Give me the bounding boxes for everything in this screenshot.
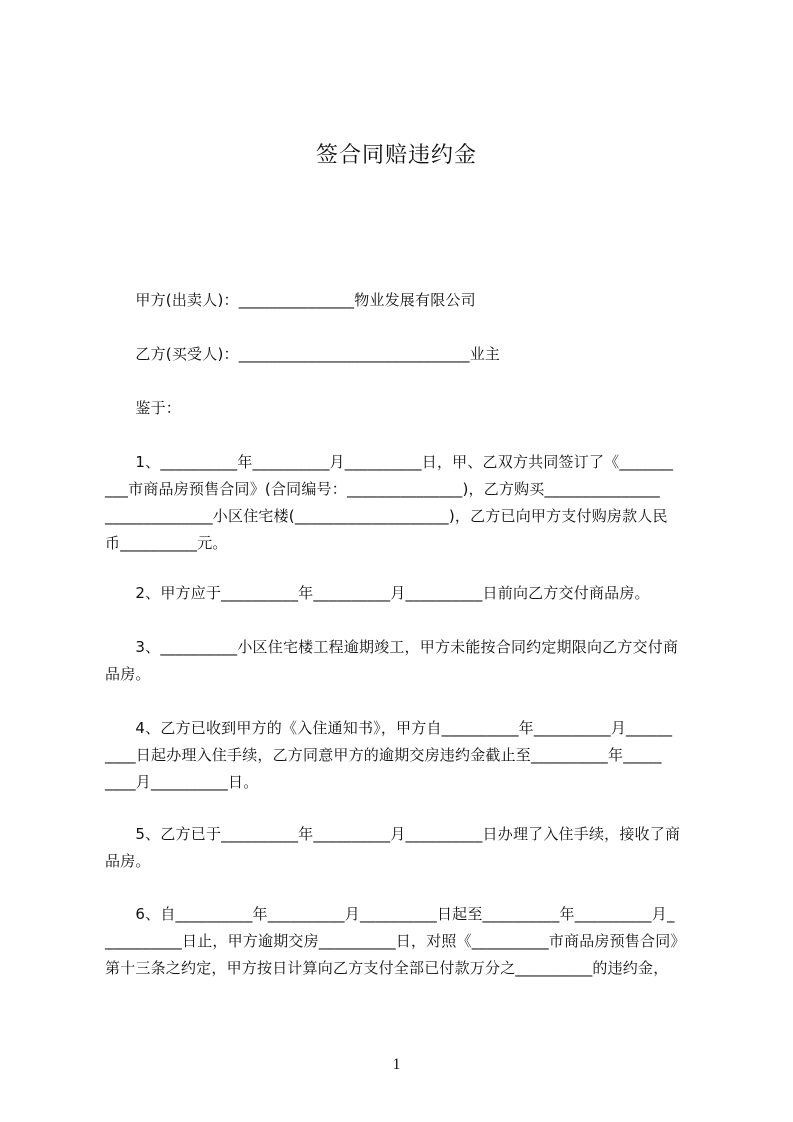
page-number: 1 [392,1056,401,1073]
clause-2-line-1: 2、甲方应于__________年__________月__________日前向乙方交付商品房。 [105,584,650,602]
clause-4-line-2: ____日起办理入住手续，乙方同意甲方的逾期交房违约金截止至__________年_____ [105,746,662,764]
party-a-line: 甲方(出卖人)：_______________物业发展有限公司 [105,291,476,309]
clause-4-line-1: 4、乙方已收到甲方的《入住通知书》，甲方自__________年__________月______ [105,719,673,737]
party-b-line: 乙方(买受人)：______________________________业主 [105,345,501,363]
clause-5-line-1: 5、乙方已于__________年__________月__________日办理了入住手续，接收了商 [105,825,681,843]
document-title: 签合同赔违约金 [315,143,477,168]
clause-3-line-2: 品房。 [105,665,151,683]
clause-6-line-3: 第十三条之约定，甲方按日计算向乙方支付全部已付款万分之__________的违约金， [105,959,669,977]
clause-5-line-2: 品房。 [105,852,151,870]
whereas-heading: 鉴于： [105,399,182,417]
clause-3-line-1: 3、__________小区住宅楼工程逾期竣工，甲方未能按合同约定期限向乙方交付商 [105,638,679,656]
clause-1-line-4: 币__________元。 [105,534,228,552]
clause-1-line-3: ______________小区住宅楼(____________________)，乙方已向甲方支付购房款人民 [105,507,668,525]
clause-1-line-1: 1、__________年__________月__________日，甲、乙双方共同签订了《_______ [105,453,674,471]
clause-6-line-2: __________日止，甲方逾期交房__________日，对照《__________市商品房预售合同》 [105,932,686,950]
clause-1-line-2: ___市商品房预售合同》(合同编号：_______________)，乙方购买_______________ [105,480,661,498]
clause-4-line-3: ____月__________日。 [105,773,259,791]
clause-6-line-1: 6、自__________年__________月__________日起至__________年__________月_ [105,905,675,923]
